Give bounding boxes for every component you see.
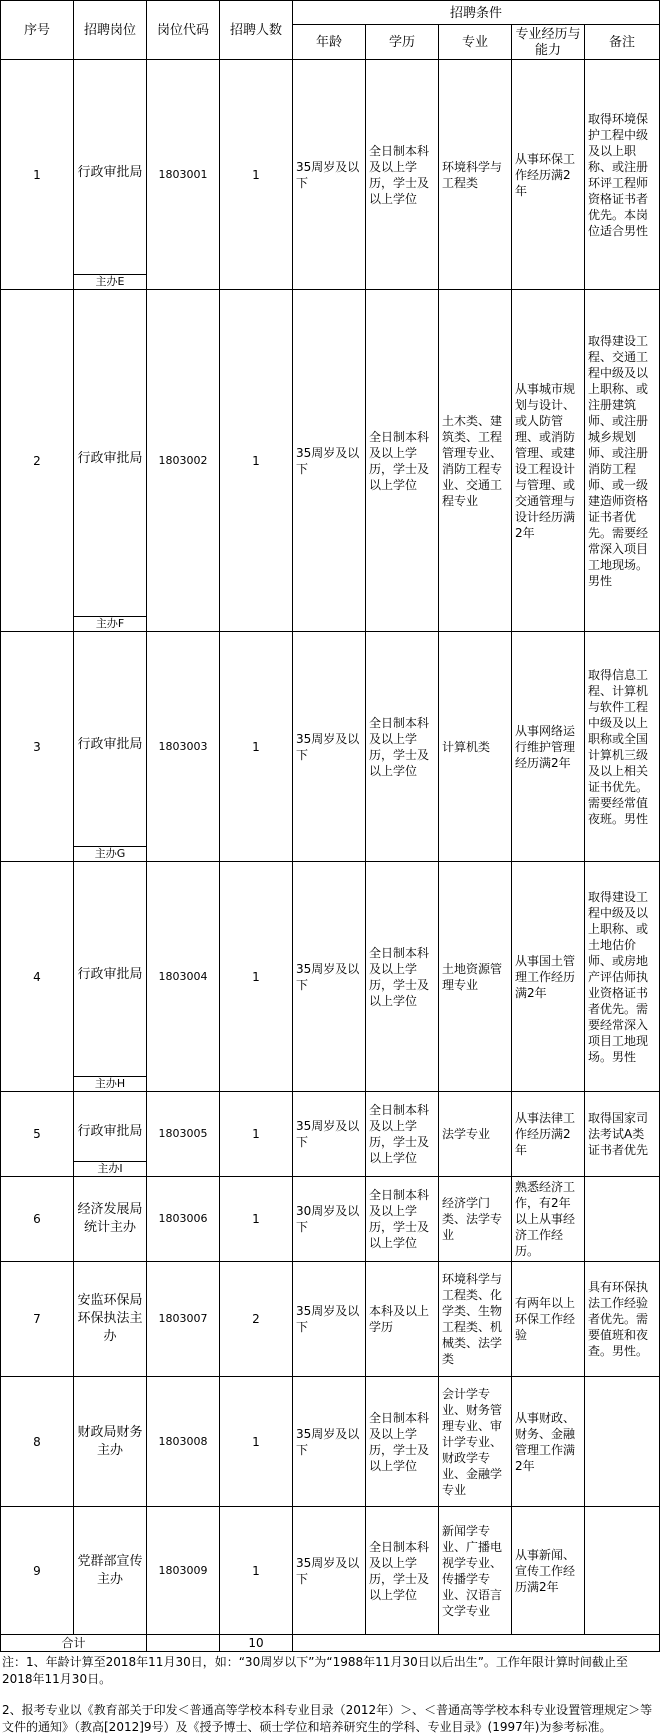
cell-seq: 2: [1, 290, 74, 632]
cell-position: [74, 1092, 147, 1177]
cell-count: 2: [220, 1262, 293, 1377]
cell-code: 1803004: [147, 862, 220, 1092]
cell-count: 1: [220, 290, 293, 632]
cell-experience: 从事新闻、宣传工作经历满2年: [512, 1507, 585, 1635]
cell-education: 全日制本科及以上学历，学士及以上学位: [366, 290, 439, 632]
cell-major: 土木类、建筑类、工程管理专业、消防工程专业、交通工程专业: [439, 290, 512, 632]
header-age: 年龄: [293, 25, 366, 60]
cell-code: 1803009: [147, 1507, 220, 1635]
header-seq: 序号: [1, 1, 74, 60]
cell-code: 1803005: [147, 1092, 220, 1177]
note-1: 注：1、年龄计算至2018年11月30日，如：“30周岁以下”为“1988年11月30日以后出生”。工作年限计算时间截止至2018年11月30日。: [2, 1655, 628, 1686]
position-name: 财政局财务主办: [77, 1424, 143, 1458]
header-remarks: 备注: [585, 25, 660, 60]
cell-major: 计算机类: [439, 632, 512, 862]
cell-code: 1803002: [147, 290, 220, 632]
cell-seq: 3: [1, 632, 74, 862]
header-count: 招聘人数: [220, 1, 293, 60]
table-row: [1, 60, 660, 290]
cell-seq: 1: [1, 60, 74, 290]
cell-count: 1: [220, 1507, 293, 1635]
cell-seq: 9: [1, 1507, 74, 1635]
cell-age: 35周岁及以下: [293, 1092, 366, 1177]
cell-remarks: 取得信息工程、计算机与软件工程中级及以上职称或全国计算机三级及以上相关证书优先。需要经常值夜班。男性: [585, 632, 660, 862]
cell-age: 35周岁及以下: [293, 862, 366, 1092]
cell-age: 30周岁及以下: [293, 1177, 366, 1262]
position-sub-label: 主办E: [74, 274, 146, 289]
header-education: 学历: [366, 25, 439, 60]
cell-count: 1: [220, 862, 293, 1092]
cell-position: [74, 290, 147, 632]
header-experience: 专业经历与能力: [512, 25, 585, 60]
note-2: 2、报考专业以《教育部关于印发＜普通高等学校本科专业目录（2012年）＞、＜普通高等学校本科专业设置管理规定＞等文件的通知》（教高[2012]9号）及《授予博士、硕士学位和培养研究生的学科、专业目录》(1997年)为参考标准。: [2, 1703, 653, 1734]
cell-remarks: 取得建设工程中级及以上职称、或土地估价师、或房地产评估师执业资格证书者优先。需要经常深入项目工地现场。男性: [585, 862, 660, 1092]
cell-code: 1803007: [147, 1262, 220, 1377]
table-row: [1, 1262, 660, 1377]
cell-major: 法学专业: [439, 1092, 512, 1177]
cell-experience: 有两年以上环保工作经验: [512, 1262, 585, 1377]
cell-experience: 从事网络运行维护管理经历满2年: [512, 632, 585, 862]
header-code: 岗位代码: [147, 1, 220, 60]
cell-remarks: [585, 1377, 660, 1507]
position-name: 行政审批局: [77, 164, 143, 180]
cell-seq: 8: [1, 1377, 74, 1507]
position-sub-label: 主办I: [74, 1161, 146, 1176]
cell-seq: 4: [1, 862, 74, 1092]
table-row: [1, 632, 660, 862]
cell-major: 经济学门类、法学专业: [439, 1177, 512, 1262]
table-row: [1, 1507, 660, 1635]
position-sub-label: 主办H: [74, 1076, 146, 1091]
cell-remarks: 取得建设工程、交通工程中级及以上职称、或注册建筑师、或注册城乡规划师、或注册消防工程师、或一级建造师资格证书者优先。需要经常深入项目工地现场。男性: [585, 290, 660, 632]
cell-major: 环境科学与工程类、化学类、生物工程类、机械类、法学类: [439, 1262, 512, 1377]
cell-major: 会计学专业、财务管理专业、审计学专业、财政学专业、金融学专业: [439, 1377, 512, 1507]
table-row: [1, 1092, 660, 1177]
cell-remarks: [585, 1177, 660, 1262]
position-name: 行政审批局: [77, 966, 143, 982]
cell-position: [74, 1377, 147, 1507]
cell-education: 本科及以上学历: [366, 1262, 439, 1377]
cell-remarks: 具有环保执法工作经验者优先。需要值班和夜查。男性。: [585, 1262, 660, 1377]
position-name: 行政审批局: [77, 736, 143, 752]
total-count: 10: [220, 1635, 293, 1652]
cell-education: 全日制本科及以上学历，学士及以上学位: [366, 1507, 439, 1635]
table-row: [1, 290, 660, 632]
cell-count: 1: [220, 1377, 293, 1507]
cell-major: 环境科学与工程类: [439, 60, 512, 290]
table-row: [1, 1177, 660, 1262]
cell-education: 全日制本科及以上学历，学士及以上学位: [366, 1377, 439, 1507]
cell-age: 35周岁及以下: [293, 1377, 366, 1507]
cell-major: 新闻学专业、广播电视学专业、传播学专业、汉语言文学专业: [439, 1507, 512, 1635]
cell-seq: 6: [1, 1177, 74, 1262]
cell-code: 1803008: [147, 1377, 220, 1507]
cell-experience: 从事城市规划与设计、或人防管理、或消防管理、或建设工程设计与管理、或交通管理与设计经历满2年: [512, 290, 585, 632]
header-conditions: 招聘条件: [293, 1, 660, 25]
cell-position: [74, 60, 147, 290]
cell-age: 35周岁及以下: [293, 60, 366, 290]
cell-education: 全日制本科及以上学历，学士及以上学位: [366, 60, 439, 290]
cell-position: [74, 1507, 147, 1635]
cell-experience: 从事国土管理工作经历满2年: [512, 862, 585, 1092]
table-row: [1, 862, 660, 1092]
cell-seq: 7: [1, 1262, 74, 1377]
position-name: 党群部宣传主办: [77, 1553, 143, 1587]
header-position: 招聘岗位: [74, 1, 147, 60]
cell-age: 35周岁及以下: [293, 1262, 366, 1377]
cell-experience: 从事财政、财务、金融管理工作满2年: [512, 1377, 585, 1507]
cell-code: 1803006: [147, 1177, 220, 1262]
position-name: 行政审批局: [77, 450, 143, 466]
cell-remarks: 取得国家司法考试A类证书者优先: [585, 1092, 660, 1177]
cell-position: [74, 1262, 147, 1377]
cell-code: 1803001: [147, 60, 220, 290]
position-sub-label: 主办G: [74, 846, 146, 861]
position-name: 安监环保局环保执法主办: [77, 1293, 143, 1344]
cell-education: 全日制本科及以上学历，学士及以上学位: [366, 1092, 439, 1177]
cell-count: 1: [220, 1092, 293, 1177]
cell-position: [74, 862, 147, 1092]
cell-age: 35周岁及以下: [293, 632, 366, 862]
table-row: [1, 1377, 660, 1507]
total-empty-cell: [147, 1635, 220, 1652]
cell-position: [74, 1177, 147, 1262]
position-sub-label: 主办F: [74, 616, 146, 631]
cell-experience: 熟悉经济工作，有2年以上从事经济工作经历。: [512, 1177, 585, 1262]
cell-seq: 5: [1, 1092, 74, 1177]
total-row: [1, 1635, 660, 1652]
cell-major: 土地资源管理专业: [439, 862, 512, 1092]
cell-position: [74, 632, 147, 862]
cell-education: 全日制本科及以上学历，学士及以上学位: [366, 632, 439, 862]
cell-count: 1: [220, 632, 293, 862]
cell-remarks: 取得环境保护工程中级及以上职称、或注册环评工程师资格证书者优先。本岗位适合男性: [585, 60, 660, 290]
cell-code: 1803003: [147, 632, 220, 862]
cell-count: 1: [220, 60, 293, 290]
cell-remarks: [585, 1507, 660, 1635]
position-name: 行政审批局: [77, 1124, 143, 1140]
cell-experience: 从事法律工作经历满2年: [512, 1092, 585, 1177]
cell-education: 全日制本科及以上学历，学士及以上学位: [366, 862, 439, 1092]
total-label: 合计: [1, 1635, 147, 1652]
total-empty-conditions: [293, 1635, 660, 1652]
cell-education: 全日制本科及以上学历，学士及以上学位: [366, 1177, 439, 1262]
header-major: 专业: [439, 25, 512, 60]
cell-experience: 从事环保工作经历满2年: [512, 60, 585, 290]
position-name: 经济发展局统计主办: [77, 1202, 143, 1235]
cell-count: 1: [220, 1177, 293, 1262]
cell-age: 35周岁及以下: [293, 1507, 366, 1635]
cell-age: 35周岁及以下: [293, 290, 366, 632]
